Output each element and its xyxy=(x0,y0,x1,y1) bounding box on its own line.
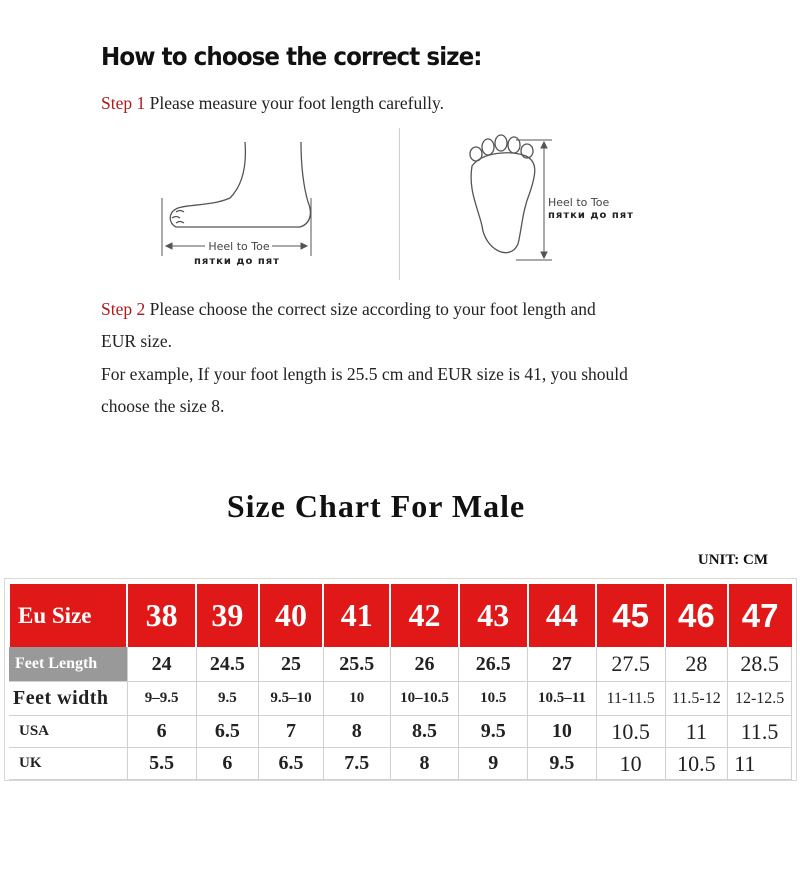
uk-cell: 5.5 xyxy=(127,748,196,780)
row-header: USA xyxy=(9,716,127,748)
uk-cell: 11 xyxy=(728,748,792,780)
row-header: UK xyxy=(9,748,127,780)
uk-cell: 7.5 xyxy=(323,748,390,780)
length-cell: 24.5 xyxy=(196,647,259,682)
sole-label-ru: пятки до пят xyxy=(548,210,634,221)
chart-title: Size Chart For Male xyxy=(226,488,526,524)
eu-cell: 47 xyxy=(728,584,792,647)
usa-cell: 10.5 xyxy=(596,716,665,748)
length-cell: 27.5 xyxy=(596,647,665,682)
row-eu-size xyxy=(9,584,792,647)
foot-side-diagram xyxy=(150,128,330,273)
length-cell: 24 xyxy=(127,647,196,682)
uk-cell: 9.5 xyxy=(528,748,597,780)
eu-cell: 46 xyxy=(665,584,728,647)
row-usa xyxy=(9,716,792,748)
sole-label-en: Heel to Toe xyxy=(548,196,610,209)
eu-cell: 40 xyxy=(259,584,324,647)
length-cell: 28 xyxy=(665,647,728,682)
eu-cell: 39 xyxy=(196,584,259,647)
length-cell: 28.5 xyxy=(728,647,792,682)
width-cell: 10–10.5 xyxy=(390,682,459,716)
eu-cell: 42 xyxy=(390,584,459,647)
step2-label: Step 2 xyxy=(101,299,146,319)
width-cell: 9.5–10 xyxy=(259,682,324,716)
usa-cell: 7 xyxy=(259,716,324,748)
size-table-frame xyxy=(4,578,797,781)
row-uk xyxy=(9,748,792,780)
length-cell: 26 xyxy=(390,647,459,682)
diagram-divider xyxy=(399,128,400,280)
step2-text: Please choose the correct size according to your foot length and xyxy=(149,299,596,319)
usa-cell: 10 xyxy=(528,716,597,748)
row-header: Feet width xyxy=(9,682,127,716)
length-cell: 26.5 xyxy=(459,647,528,682)
eu-cell: 44 xyxy=(528,584,597,647)
width-cell: 9.5 xyxy=(196,682,259,716)
length-cell: 27 xyxy=(528,647,597,682)
step2-line2: EUR size. xyxy=(101,331,172,351)
length-cell: 25 xyxy=(259,647,324,682)
row-feet-length xyxy=(9,647,792,682)
width-cell: 10 xyxy=(323,682,390,716)
uk-cell: 6 xyxy=(196,748,259,780)
uk-cell: 10.5 xyxy=(665,748,728,780)
row-feet-width xyxy=(9,682,792,716)
size-table xyxy=(8,584,792,780)
eu-cell: 45 xyxy=(596,584,665,647)
row-header: Feet Length xyxy=(9,647,127,682)
uk-cell: 9 xyxy=(459,748,528,780)
usa-cell: 9.5 xyxy=(459,716,528,748)
width-cell: 9–9.5 xyxy=(127,682,196,716)
foot-side-outline-icon xyxy=(170,142,310,227)
uk-cell: 10 xyxy=(596,748,665,780)
side-label-en: Heel to Toe xyxy=(208,240,270,253)
step2-line4: choose the size 8. xyxy=(101,396,225,416)
side-label-ru: пятки до пят xyxy=(194,256,280,267)
width-cell: 10.5–11 xyxy=(528,682,597,716)
width-cell: 11-11.5 xyxy=(596,682,665,716)
usa-cell: 6.5 xyxy=(196,716,259,748)
uk-cell: 8 xyxy=(390,748,459,780)
step2-line xyxy=(101,299,596,320)
width-cell: 12-12.5 xyxy=(728,682,792,716)
foot-sole-diagram xyxy=(460,132,670,267)
foot-sole-outline-icon xyxy=(471,153,535,253)
uk-cell: 6.5 xyxy=(259,748,324,780)
usa-cell: 8.5 xyxy=(390,716,459,748)
step1-line xyxy=(101,93,444,114)
length-cell: 25.5 xyxy=(323,647,390,682)
usa-cell: 11 xyxy=(665,716,728,748)
step2-line3: For example, If your foot length is 25.5 cm and EUR size is 41, you should xyxy=(101,364,628,384)
usa-cell: 6 xyxy=(127,716,196,748)
usa-cell: 8 xyxy=(323,716,390,748)
page-title: How to choose the correct size: xyxy=(101,42,482,71)
usa-cell: 11.5 xyxy=(728,716,792,748)
width-cell: 10.5 xyxy=(459,682,528,716)
eu-cell: 41 xyxy=(323,584,390,647)
unit-label: UNIT: CM xyxy=(697,552,768,568)
step1-text: Please measure your foot length carefully. xyxy=(149,93,444,113)
width-cell: 11.5-12 xyxy=(665,682,728,716)
step1-label: Step 1 xyxy=(101,93,146,113)
eu-cell: 43 xyxy=(459,584,528,647)
row-header: Eu Size xyxy=(9,584,127,647)
eu-cell: 38 xyxy=(127,584,196,647)
